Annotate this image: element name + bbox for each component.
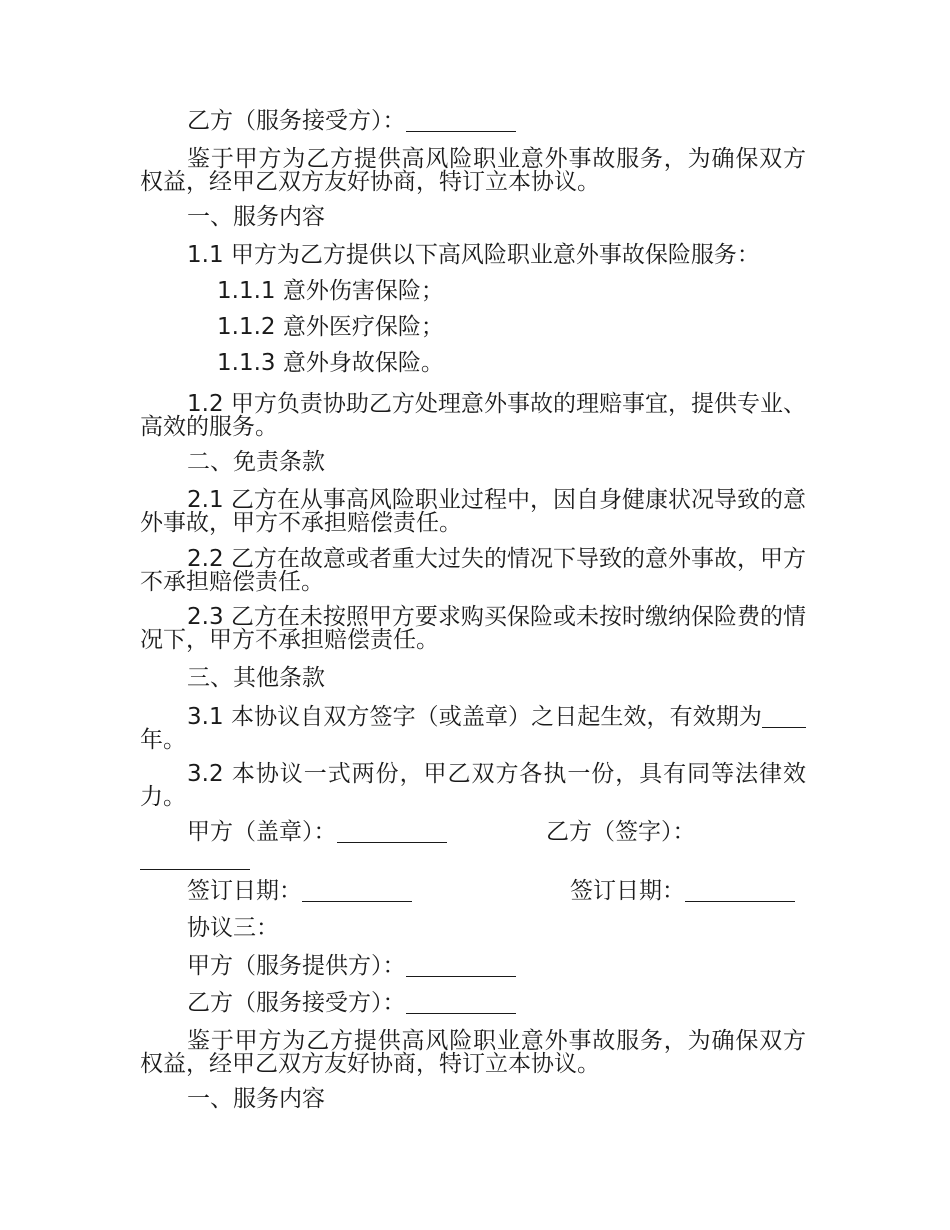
clause-3-1-text: 3.1 本协议自双方签字（或盖章）之日起生效，有效期为 (187, 704, 762, 730)
clause-1-1-2: 1.1.2 意外医疗保险； (217, 314, 444, 340)
clause-2-2: 2.2 乙方在故意或者重大过失的情况下导致的意外事故，甲方不承担赔偿责任。 (140, 546, 806, 595)
sign-date-a (187, 878, 412, 904)
signature-party-a-blank (337, 820, 447, 843)
clause-1-1: 1.1 甲方为乙方提供以下高风险职业意外事故保险服务： (187, 242, 760, 268)
party-b-line (187, 108, 516, 134)
clause-2-1: 2.1 乙方在从事高风险职业过程中，因自身健康状况导致的意外事故，甲方不承担赔偿责任。 (140, 487, 806, 536)
signature-party-b-blank-line (140, 846, 250, 872)
clause-2-3: 2.3 乙方在未按照甲方要求购买保险或未按时缴纳保险费的情况下，甲方不承担赔偿责任。 (140, 604, 806, 653)
agreement-3-title: 协议三： (187, 915, 279, 941)
sign-date-a-blank (302, 879, 412, 902)
sign-date-b-label: 签订日期： (570, 878, 685, 904)
party-b-2-blank (406, 991, 516, 1014)
intro-paragraph: 鉴于甲方为乙方提供高风险职业意外事故服务，为确保双方权益，经甲乙双方友好协商，特订立本协议。 (140, 146, 806, 195)
signature-party-b (546, 819, 696, 845)
party-b-blank (406, 109, 516, 132)
party-b-label: 乙方（服务接受方）： (187, 108, 406, 134)
signature-party-a-label: 甲方（盖章）： (187, 819, 337, 845)
party-a-2-blank (406, 954, 516, 977)
clause-3-1 (140, 705, 806, 752)
clause-1-2: 1.2 甲方负责协助乙方处理意外事故的理赔事宜，提供专业、高效的服务。 (140, 391, 806, 440)
sign-date-b (570, 878, 795, 904)
clause-1-1-1: 1.1.1 意外伤害保险； (217, 278, 444, 304)
party-a-2-line (187, 953, 516, 979)
sign-date-a-label: 签订日期： (187, 878, 302, 904)
section-1-title-2: 一、服务内容 (187, 1086, 325, 1112)
section-3-title: 三、其他条款 (187, 665, 325, 691)
signature-party-b-blank (140, 847, 250, 870)
sign-date-b-blank (685, 879, 795, 902)
clause-3-2: 3.2 本协议一式两份，甲乙双方各执一份，具有同等法律效力。 (140, 761, 806, 810)
party-b-2-label: 乙方（服务接受方）： (187, 990, 406, 1016)
party-a-2-label: 甲方（服务提供方）： (187, 953, 406, 979)
party-b-2-line (187, 990, 516, 1016)
signature-party-a (187, 819, 447, 845)
section-2-title: 二、免责条款 (187, 449, 325, 475)
clause-1-1-3: 1.1.3 意外身故保险。 (217, 350, 444, 376)
signature-party-b-label: 乙方（签字）： (546, 819, 696, 845)
clause-3-1-suffix: 年。 (140, 727, 186, 753)
term-years-blank (762, 705, 806, 728)
section-1-title: 一、服务内容 (187, 204, 325, 230)
intro-paragraph-2: 鉴于甲方为乙方提供高风险职业意外事故服务，为确保双方权益，经甲乙双方友好协商，特订立本协议。 (140, 1028, 806, 1077)
